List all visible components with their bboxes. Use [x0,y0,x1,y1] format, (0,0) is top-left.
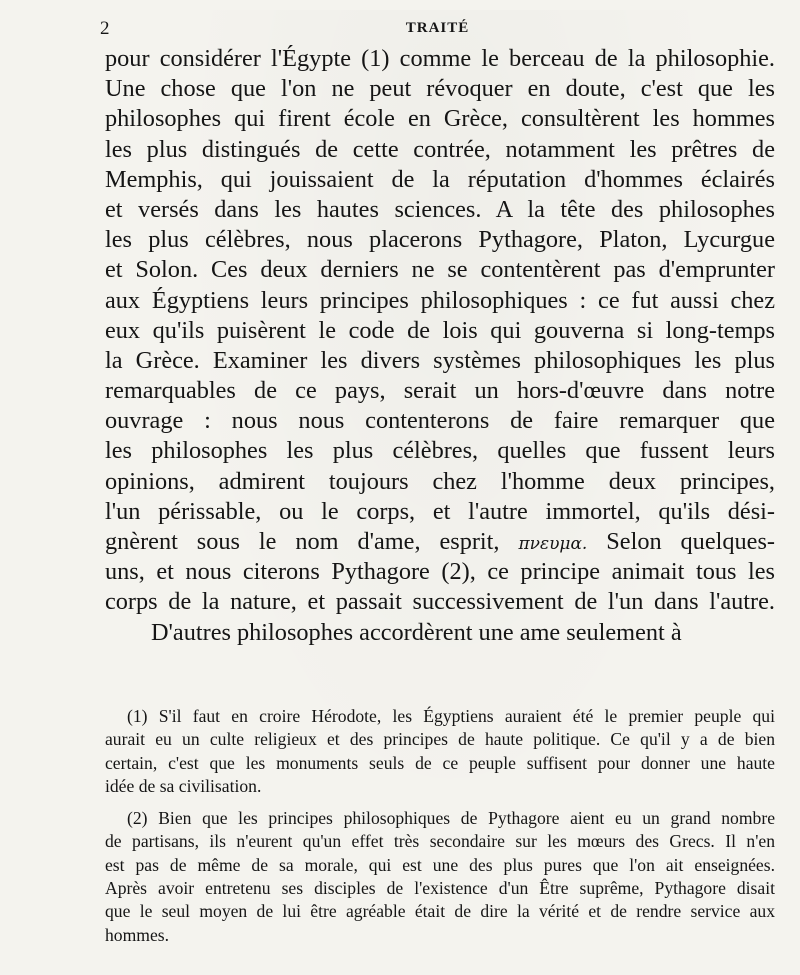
text-line: D'autres philosophes accordèrent une ame seulement à [151,618,682,646]
text-segment: Selon quelques- [606,528,775,555]
text-line: et versés dans les hautes sciences. A la tête des philosophes [105,195,775,223]
text-line: ouvrage : nous nous contenterons de faire remarquer que [105,407,775,435]
text-line: opinions, admirent toujours chez l'homme deux principes, [105,467,775,495]
footnote-1 [105,705,775,798]
text-line-with-greek [105,527,775,557]
text-line: et Solon. Ces deux derniers ne se contentèrent pas d'emprunter [105,256,775,284]
text-line: eux qu'ils puisèrent le code de lois qui gouverna si long-temps [105,316,775,344]
text-line: uns, et nous citerons Pythagore (2), ce principe animait tous les [105,558,775,586]
text-line: les plus distingués de cette contrée, notamment les prêtres de [105,135,775,163]
footnotes [105,705,775,956]
footnote-2 [105,807,775,947]
text-line: la Grèce. Examiner les divers systèmes philosophiques les plus [105,346,775,374]
footnote-line: que le seul moyen de lui être agréable était de dire la vérité et de rendre service aux [105,901,775,922]
footnote-line: est pas de même de sa morale, qui est une des plus pures que l'on ait enseignées. [105,854,775,875]
footnote-line: Après avoir entretenu ses disciples de l'existence d'un Être suprême, Pythagore disait [105,878,775,899]
main-text [105,44,775,648]
text-line: remarquables de ce pays, serait un hors-d'œuvre dans notre [105,377,775,405]
text-line: aux Égyptiens leurs principes philosophiques : ce fut aussi chez [105,286,775,314]
page-header [100,18,775,40]
footnote-line: idée de sa civilisation. [105,775,262,796]
greek-word: πνευμα. [518,534,588,554]
footnote-line: certain, c'est que les monuments seuls de ce peuple suffisent pour donner une haute [105,752,775,773]
text-line: philosophes qui firent école en Grèce, consultèrent les hommes [105,105,775,133]
text-line: les plus célèbres, nous placerons Pythagore, Platon, Lycurgue [105,226,775,254]
text-line: l'un périssable, ou le corps, et l'autre immortel, qu'ils dési- [105,497,775,525]
text-segment: gnèrent sous le nom d'ame, esprit, [105,528,500,555]
text-line: corps de la nature, et passait successivement de l'un dans l'autre. [105,588,775,616]
footnote-line: de partisans, ils n'eurent qu'un effet très secondaire sur les mœurs des Grecs. Il n'en [105,831,775,852]
text-line: les philosophes les plus célèbres, quelles que fussent leurs [105,437,775,465]
footnote-line: (2) Bien que les principes philosophiques de Pythagore aient eu un grand nombre [127,808,775,829]
text-line: Une chose que l'on ne peut révoquer en doute, c'est que les [105,75,775,103]
text-line: pour considérer l'Égypte (1) comme le berceau de la philosophie. [105,45,775,72]
footnote-line: (1) S'il faut en croire Hérodote, les Égyptiens auraient été le premier peuple qui [127,706,775,726]
text-line: Memphis, qui jouissaient de la réputation d'hommes éclairés [105,165,775,193]
footnote-line: hommes. [105,924,170,945]
running-title: TRAITÉ [405,20,470,36]
page-number: 2 [100,18,110,39]
footnote-line: aurait eu un culte religieux et des principes de haute politique. Ce qu'il y a de bien [105,729,775,750]
